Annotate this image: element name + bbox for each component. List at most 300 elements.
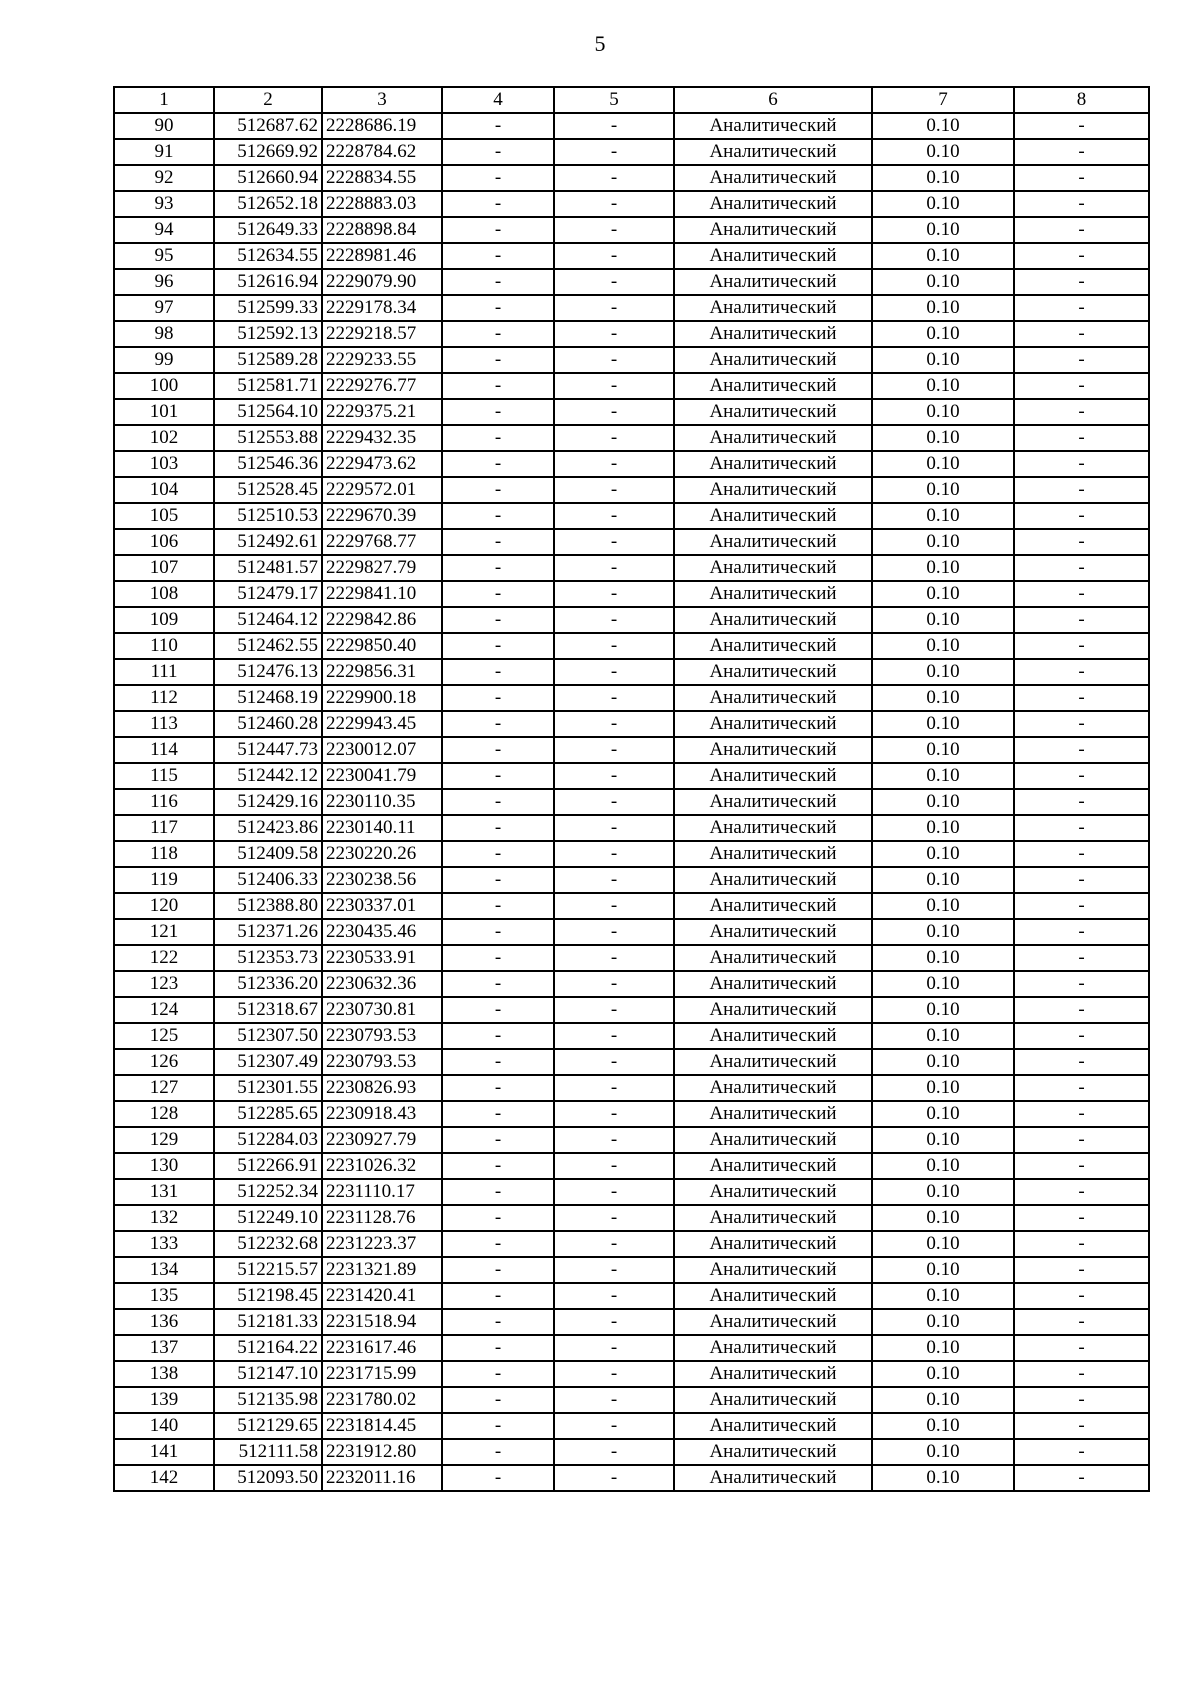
point-number: 121 [114, 919, 214, 945]
coordinate-y: 2230730.81 [322, 997, 442, 1023]
column-8-value: - [1014, 581, 1149, 607]
coordinate-y: 2231617.46 [322, 1335, 442, 1361]
table-row [114, 737, 1149, 763]
table-row [114, 503, 1149, 529]
coordinates-table [113, 86, 1150, 1492]
point-number: 134 [114, 1257, 214, 1283]
column-8-value: - [1014, 1413, 1149, 1439]
column-5-value: - [554, 1023, 674, 1049]
method: Аналитический [674, 1075, 872, 1101]
accuracy: 0.10 [872, 113, 1014, 139]
table-row [114, 685, 1149, 711]
table-row [114, 1179, 1149, 1205]
table-row [114, 1075, 1149, 1101]
point-number: 100 [114, 373, 214, 399]
column-5-value: - [554, 971, 674, 997]
column-4-value: - [442, 1335, 554, 1361]
column-5-value: - [554, 1101, 674, 1127]
accuracy: 0.10 [872, 269, 1014, 295]
point-number: 96 [114, 269, 214, 295]
column-4-value: - [442, 243, 554, 269]
point-number: 90 [114, 113, 214, 139]
point-number: 128 [114, 1101, 214, 1127]
table-row [114, 243, 1149, 269]
point-number: 123 [114, 971, 214, 997]
column-8-value: - [1014, 1101, 1149, 1127]
column-4-value: - [442, 607, 554, 633]
table-row [114, 607, 1149, 633]
coordinate-y: 2230140.11 [322, 815, 442, 841]
accuracy: 0.10 [872, 607, 1014, 633]
point-number: 94 [114, 217, 214, 243]
coordinate-x: 512546.36 [214, 451, 322, 477]
column-8-value: - [1014, 1179, 1149, 1205]
coordinate-y: 2231321.89 [322, 1257, 442, 1283]
point-number: 127 [114, 1075, 214, 1101]
accuracy: 0.10 [872, 373, 1014, 399]
accuracy: 0.10 [872, 1101, 1014, 1127]
column-8-value: - [1014, 477, 1149, 503]
coordinate-x: 512198.45 [214, 1283, 322, 1309]
accuracy: 0.10 [872, 867, 1014, 893]
column-8-value: - [1014, 1205, 1149, 1231]
method: Аналитический [674, 1205, 872, 1231]
column-5-value: - [554, 321, 674, 347]
point-number: 135 [114, 1283, 214, 1309]
table-row [114, 139, 1149, 165]
header-row [114, 87, 1149, 113]
table-row [114, 477, 1149, 503]
method: Аналитический [674, 295, 872, 321]
table-row [114, 1387, 1149, 1413]
coordinate-y: 2230826.93 [322, 1075, 442, 1101]
column-4-value: - [442, 1465, 554, 1491]
column-4-value: - [442, 269, 554, 295]
column-5-value: - [554, 1049, 674, 1075]
accuracy: 0.10 [872, 191, 1014, 217]
column-5-value: - [554, 1387, 674, 1413]
coordinate-y: 2229850.40 [322, 633, 442, 659]
coordinate-y: 2229670.39 [322, 503, 442, 529]
column-4-value: - [442, 945, 554, 971]
point-number: 131 [114, 1179, 214, 1205]
point-number: 139 [114, 1387, 214, 1413]
method: Аналитический [674, 607, 872, 633]
column-8-value: - [1014, 633, 1149, 659]
column-4-value: - [442, 1179, 554, 1205]
coordinate-y: 2230238.56 [322, 867, 442, 893]
coordinate-x: 512353.73 [214, 945, 322, 971]
accuracy: 0.10 [872, 685, 1014, 711]
column-5-value: - [554, 763, 674, 789]
column-4-value: - [442, 1205, 554, 1231]
method: Аналитический [674, 1257, 872, 1283]
column-5-value: - [554, 425, 674, 451]
column-8-value: - [1014, 815, 1149, 841]
column-4-value: - [442, 425, 554, 451]
accuracy: 0.10 [872, 1257, 1014, 1283]
point-number: 126 [114, 1049, 214, 1075]
table-row [114, 1049, 1149, 1075]
coordinate-y: 2229900.18 [322, 685, 442, 711]
column-4-value: - [442, 1231, 554, 1257]
column-8-value: - [1014, 685, 1149, 711]
column-4-value: - [442, 1049, 554, 1075]
column-8-value: - [1014, 451, 1149, 477]
column-5-value: - [554, 529, 674, 555]
coordinate-x: 512634.55 [214, 243, 322, 269]
coordinate-y: 2231715.99 [322, 1361, 442, 1387]
accuracy: 0.10 [872, 1153, 1014, 1179]
column-5-value: - [554, 867, 674, 893]
method: Аналитический [674, 763, 872, 789]
point-number: 98 [114, 321, 214, 347]
coordinate-y: 2229827.79 [322, 555, 442, 581]
column-8-value: - [1014, 945, 1149, 971]
coordinate-y: 2229943.45 [322, 711, 442, 737]
accuracy: 0.10 [872, 971, 1014, 997]
accuracy: 0.10 [872, 1335, 1014, 1361]
method: Аналитический [674, 581, 872, 607]
column-8-value: - [1014, 1387, 1149, 1413]
coordinate-x: 512147.10 [214, 1361, 322, 1387]
table-row [114, 1101, 1149, 1127]
method: Аналитический [674, 1283, 872, 1309]
point-number: 129 [114, 1127, 214, 1153]
method: Аналитический [674, 191, 872, 217]
coordinate-y: 2229233.55 [322, 347, 442, 373]
method: Аналитический [674, 503, 872, 529]
method: Аналитический [674, 1179, 872, 1205]
point-number: 124 [114, 997, 214, 1023]
table-row [114, 113, 1149, 139]
table-row [114, 919, 1149, 945]
table-row [114, 425, 1149, 451]
point-number: 132 [114, 1205, 214, 1231]
coordinate-x: 512581.71 [214, 373, 322, 399]
table-row [114, 1257, 1149, 1283]
table-row [114, 1231, 1149, 1257]
column-4-value: - [442, 399, 554, 425]
coordinate-x: 512442.12 [214, 763, 322, 789]
column-5-value: - [554, 477, 674, 503]
column-4-value: - [442, 295, 554, 321]
point-number: 133 [114, 1231, 214, 1257]
coordinate-y: 2232011.16 [322, 1465, 442, 1491]
table-row [114, 529, 1149, 555]
coordinate-x: 512232.68 [214, 1231, 322, 1257]
coordinate-y: 2231814.45 [322, 1413, 442, 1439]
table-row [114, 191, 1149, 217]
column-8-value: - [1014, 1023, 1149, 1049]
column-5-value: - [554, 555, 674, 581]
table-row [114, 1361, 1149, 1387]
coordinate-y: 2229856.31 [322, 659, 442, 685]
column-4-value: - [442, 1075, 554, 1101]
coordinate-x: 512111.58 [214, 1439, 322, 1465]
coordinate-y: 2230220.26 [322, 841, 442, 867]
column-5-value: - [554, 633, 674, 659]
method: Аналитический [674, 1361, 872, 1387]
coordinate-y: 2230793.53 [322, 1023, 442, 1049]
coordinate-x: 512528.45 [214, 477, 322, 503]
coordinate-y: 2230337.01 [322, 893, 442, 919]
coordinate-y: 2228784.62 [322, 139, 442, 165]
column-5-value: - [554, 1335, 674, 1361]
coordinate-y: 2231420.41 [322, 1283, 442, 1309]
column-8-value: - [1014, 529, 1149, 555]
coordinate-x: 512481.57 [214, 555, 322, 581]
column-8-value: - [1014, 321, 1149, 347]
column-header: 5 [554, 87, 674, 113]
column-8-value: - [1014, 1231, 1149, 1257]
point-number: 109 [114, 607, 214, 633]
table-body [114, 113, 1149, 1491]
method: Аналитический [674, 711, 872, 737]
coordinate-y: 2231110.17 [322, 1179, 442, 1205]
method: Аналитический [674, 815, 872, 841]
coordinate-y: 2229432.35 [322, 425, 442, 451]
column-4-value: - [442, 737, 554, 763]
method: Аналитический [674, 451, 872, 477]
method: Аналитический [674, 1335, 872, 1361]
column-4-value: - [442, 997, 554, 1023]
column-5-value: - [554, 295, 674, 321]
column-4-value: - [442, 919, 554, 945]
method: Аналитический [674, 373, 872, 399]
method: Аналитический [674, 1387, 872, 1413]
coordinate-y: 2230533.91 [322, 945, 442, 971]
method: Аналитический [674, 1413, 872, 1439]
column-4-value: - [442, 867, 554, 893]
coordinate-x: 512462.55 [214, 633, 322, 659]
accuracy: 0.10 [872, 633, 1014, 659]
column-8-value: - [1014, 1309, 1149, 1335]
point-number: 113 [114, 711, 214, 737]
table-row [114, 893, 1149, 919]
column-8-value: - [1014, 1153, 1149, 1179]
method: Аналитический [674, 685, 872, 711]
column-4-value: - [442, 581, 554, 607]
column-4-value: - [442, 373, 554, 399]
coordinate-x: 512307.49 [214, 1049, 322, 1075]
point-number: 99 [114, 347, 214, 373]
accuracy: 0.10 [872, 321, 1014, 347]
column-4-value: - [442, 789, 554, 815]
method: Аналитический [674, 1023, 872, 1049]
table-row [114, 633, 1149, 659]
coordinate-x: 512564.10 [214, 399, 322, 425]
coordinate-x: 512307.50 [214, 1023, 322, 1049]
column-8-value: - [1014, 295, 1149, 321]
coordinate-x: 512215.57 [214, 1257, 322, 1283]
coordinate-y: 2228898.84 [322, 217, 442, 243]
coordinate-y: 2228883.03 [322, 191, 442, 217]
point-number: 101 [114, 399, 214, 425]
point-number: 114 [114, 737, 214, 763]
table-row [114, 581, 1149, 607]
column-4-value: - [442, 711, 554, 737]
point-number: 125 [114, 1023, 214, 1049]
column-8-value: - [1014, 971, 1149, 997]
accuracy: 0.10 [872, 1205, 1014, 1231]
method: Аналитический [674, 1101, 872, 1127]
column-5-value: - [554, 1153, 674, 1179]
column-4-value: - [442, 815, 554, 841]
coordinate-y: 2230927.79 [322, 1127, 442, 1153]
point-number: 122 [114, 945, 214, 971]
column-4-value: - [442, 659, 554, 685]
coordinate-y: 2231223.37 [322, 1231, 442, 1257]
column-5-value: - [554, 919, 674, 945]
accuracy: 0.10 [872, 529, 1014, 555]
accuracy: 0.10 [872, 399, 1014, 425]
column-header: 2 [214, 87, 322, 113]
method: Аналитический [674, 399, 872, 425]
coordinate-y: 2229178.34 [322, 295, 442, 321]
coordinate-y: 2230918.43 [322, 1101, 442, 1127]
coordinate-x: 512592.13 [214, 321, 322, 347]
table-row [114, 217, 1149, 243]
accuracy: 0.10 [872, 1361, 1014, 1387]
column-4-value: - [442, 971, 554, 997]
column-8-value: - [1014, 425, 1149, 451]
accuracy: 0.10 [872, 451, 1014, 477]
column-5-value: - [554, 191, 674, 217]
column-4-value: - [442, 1439, 554, 1465]
point-number: 108 [114, 581, 214, 607]
table-row [114, 269, 1149, 295]
coordinate-x: 512388.80 [214, 893, 322, 919]
accuracy: 0.10 [872, 217, 1014, 243]
coordinate-x: 512649.33 [214, 217, 322, 243]
column-8-value: - [1014, 1127, 1149, 1153]
coordinate-x: 512266.91 [214, 1153, 322, 1179]
table-row [114, 321, 1149, 347]
accuracy: 0.10 [872, 1075, 1014, 1101]
column-5-value: - [554, 893, 674, 919]
method: Аналитический [674, 841, 872, 867]
coordinate-y: 2229572.01 [322, 477, 442, 503]
column-header: 3 [322, 87, 442, 113]
table-row [114, 1127, 1149, 1153]
coordinate-x: 512553.88 [214, 425, 322, 451]
column-5-value: - [554, 945, 674, 971]
method: Аналитический [674, 217, 872, 243]
column-4-value: - [442, 529, 554, 555]
column-header: 8 [1014, 87, 1149, 113]
point-number: 112 [114, 685, 214, 711]
coordinate-y: 2230793.53 [322, 1049, 442, 1075]
point-number: 117 [114, 815, 214, 841]
point-number: 137 [114, 1335, 214, 1361]
column-8-value: - [1014, 1075, 1149, 1101]
column-5-value: - [554, 1465, 674, 1491]
table-row [114, 841, 1149, 867]
table-row [114, 1283, 1149, 1309]
coordinate-x: 512687.62 [214, 113, 322, 139]
column-5-value: - [554, 1413, 674, 1439]
accuracy: 0.10 [872, 1309, 1014, 1335]
column-8-value: - [1014, 269, 1149, 295]
table-row [114, 1205, 1149, 1231]
point-number: 105 [114, 503, 214, 529]
method: Аналитический [674, 1049, 872, 1075]
accuracy: 0.10 [872, 815, 1014, 841]
column-8-value: - [1014, 503, 1149, 529]
column-4-value: - [442, 1023, 554, 1049]
coordinate-x: 512599.33 [214, 295, 322, 321]
column-8-value: - [1014, 1361, 1149, 1387]
accuracy: 0.10 [872, 659, 1014, 685]
method: Аналитический [674, 893, 872, 919]
method: Аналитический [674, 1231, 872, 1257]
column-4-value: - [442, 1101, 554, 1127]
coordinate-x: 512409.58 [214, 841, 322, 867]
point-number: 119 [114, 867, 214, 893]
column-5-value: - [554, 165, 674, 191]
point-number: 118 [114, 841, 214, 867]
column-4-value: - [442, 1153, 554, 1179]
coordinate-y: 2228834.55 [322, 165, 442, 191]
point-number: 130 [114, 1153, 214, 1179]
column-4-value: - [442, 685, 554, 711]
coordinate-y: 2229842.86 [322, 607, 442, 633]
table-row [114, 1153, 1149, 1179]
point-number: 142 [114, 1465, 214, 1491]
point-number: 91 [114, 139, 214, 165]
column-8-value: - [1014, 191, 1149, 217]
method: Аналитический [674, 269, 872, 295]
point-number: 92 [114, 165, 214, 191]
column-4-value: - [442, 1387, 554, 1413]
coordinate-y: 2231912.80 [322, 1439, 442, 1465]
column-5-value: - [554, 1309, 674, 1335]
coordinate-x: 512301.55 [214, 1075, 322, 1101]
column-8-value: - [1014, 737, 1149, 763]
column-8-value: - [1014, 867, 1149, 893]
table-row [114, 373, 1149, 399]
coordinate-x: 512336.20 [214, 971, 322, 997]
table-row [114, 867, 1149, 893]
table-row [114, 1439, 1149, 1465]
column-8-value: - [1014, 139, 1149, 165]
coordinate-x: 512460.28 [214, 711, 322, 737]
coordinate-y: 2230012.07 [322, 737, 442, 763]
method: Аналитический [674, 425, 872, 451]
column-8-value: - [1014, 373, 1149, 399]
point-number: 95 [114, 243, 214, 269]
column-4-value: - [442, 165, 554, 191]
coordinate-y: 2229218.57 [322, 321, 442, 347]
accuracy: 0.10 [872, 1439, 1014, 1465]
table-row [114, 763, 1149, 789]
coordinate-x: 512252.34 [214, 1179, 322, 1205]
method: Аналитический [674, 997, 872, 1023]
column-8-value: - [1014, 1257, 1149, 1283]
coordinate-x: 512589.28 [214, 347, 322, 373]
column-5-value: - [554, 269, 674, 295]
method: Аналитический [674, 919, 872, 945]
coordinate-y: 2231026.32 [322, 1153, 442, 1179]
table-row [114, 659, 1149, 685]
column-4-value: - [442, 1361, 554, 1387]
table-row [114, 1335, 1149, 1361]
column-5-value: - [554, 607, 674, 633]
page-number: 5 [594, 31, 606, 56]
method: Аналитический [674, 1309, 872, 1335]
accuracy: 0.10 [872, 165, 1014, 191]
